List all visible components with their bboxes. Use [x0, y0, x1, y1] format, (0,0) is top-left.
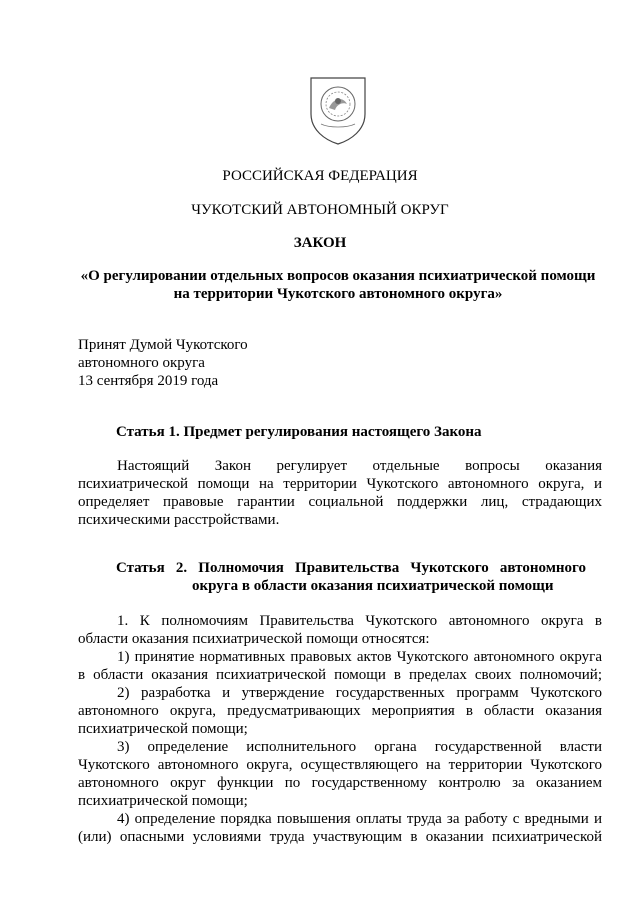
article-2-line: 3) определение исполнительного органа государственной власти — [117, 739, 602, 755]
article-1-line: психиатрической помощи на территории Чукотского автономного округа, и — [78, 476, 602, 492]
article-2-line: 4) определение порядка повышения оплаты труда за работу с вредными и — [117, 811, 602, 827]
law-title-line-2: на территории Чукотского автономного округа» — [173, 286, 503, 302]
article-2-line: области оказания психиатрической помощи относятся: — [78, 631, 430, 647]
article-2-heading-line-1: Статья 2. Полномочия Правительства Чукотского автономного — [116, 560, 586, 576]
article-2-line: Чукотского автономного округа, осуществляющего на территории Чукотского — [78, 757, 602, 773]
coat-of-arms-emblem — [307, 74, 369, 146]
article-2-line: автономного округ функции по государственному контролю за оказанием — [78, 775, 602, 791]
law-title-line-1: «О регулировании отдельных вопросов оказания психиатрической помощи — [80, 268, 596, 284]
document-type: ЗАКОН — [293, 235, 347, 251]
article-2-line: 1) принятие нормативных правовых актов Чукотского автономного округа — [117, 649, 602, 665]
article-1-line: психическими расстройствами. — [78, 512, 280, 528]
article-2-line: 1. К полномочиям Правительства Чукотского автономного округа в — [117, 613, 602, 629]
article-2-line: в области оказания психиатрической помощи в пределах своих полномочий; — [78, 667, 602, 683]
article-1-title: . Предмет регулирования настоящего Закона — [175, 424, 482, 440]
article-2-line: 2) разработка и утверждение государственных программ Чукотского — [117, 685, 602, 701]
article-2-line: автономного округа, предусматривающих мероприятия в области оказания — [78, 703, 602, 719]
region-name: ЧУКОТСКИЙ АВТОНОМНЫЙ ОКРУГ — [191, 202, 449, 218]
adoption-date: 13 сентября 2019 года — [78, 373, 219, 389]
adoption-line-2: автономного округа — [78, 355, 205, 371]
article-1-label: Статья 1 — [116, 424, 176, 440]
article-2-line: (или) опасными условиями труда участвующим в оказании психиатрической — [78, 829, 602, 845]
article-1-heading — [116, 424, 482, 441]
article-1-line: определяет правовые гарантии социальной поддержки лиц, страдающих — [78, 494, 602, 510]
country-name: РОССИЙСКАЯ ФЕДЕРАЦИЯ — [222, 168, 418, 184]
article-2-line: психиатрической помощи; — [78, 721, 248, 737]
article-2-line: психиатрической помощи; — [78, 793, 248, 809]
article-2-heading-line-2: округа в области оказания психиатрической помощи — [192, 578, 554, 594]
article-1-line: Настоящий Закон регулирует отдельные вопросы оказания — [117, 458, 602, 474]
adoption-line-1: Принят Думой Чукотского — [78, 337, 248, 353]
